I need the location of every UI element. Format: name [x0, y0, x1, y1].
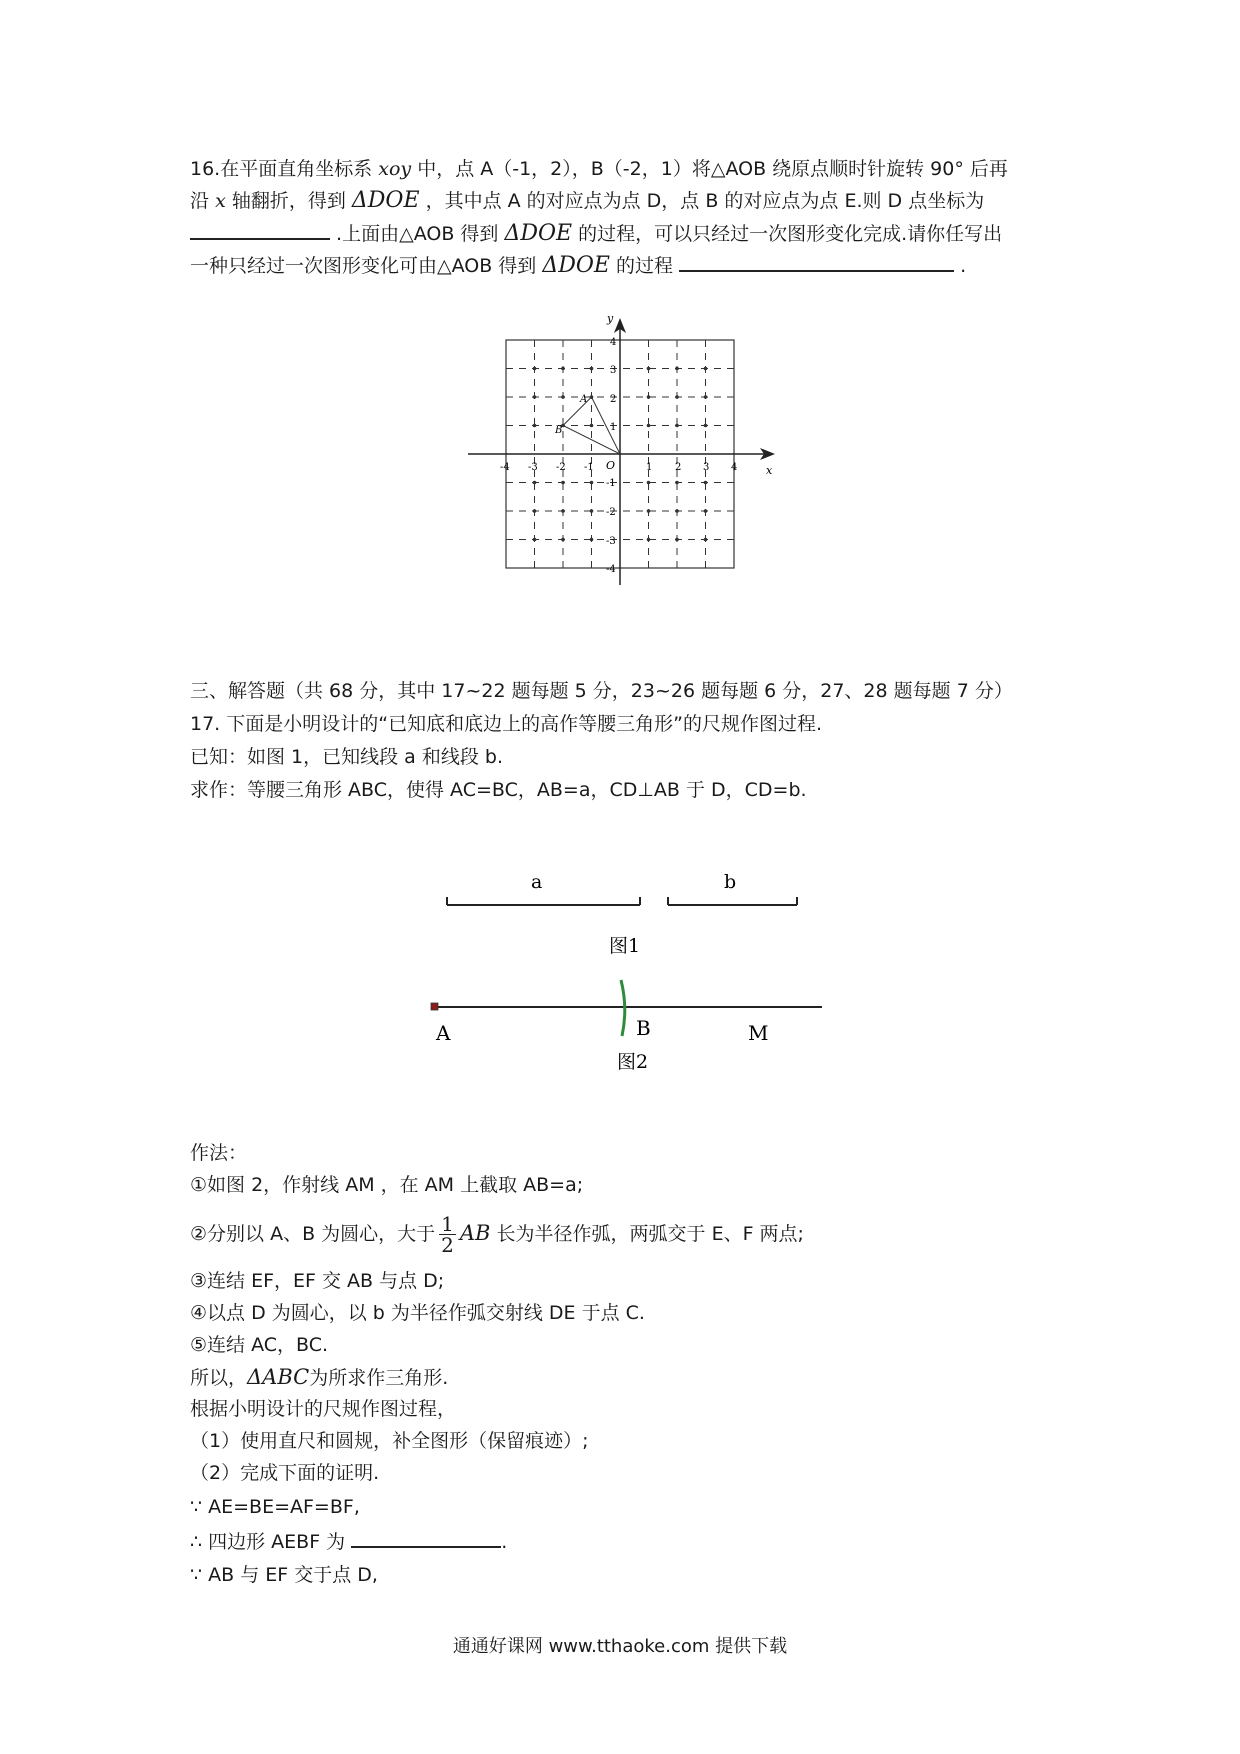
q17-given: 已知：如图 1，已知线段 a 和线段 b. [190, 746, 503, 768]
method-step-3: ③连结 EF，EF 交 AB 与点 D; [190, 1270, 445, 1292]
answer-blank-2[interactable] [679, 252, 954, 272]
q16-line-4: 一种只经过一次图形变化可由△AOB 得到 ΔDOE 的过程 . [190, 253, 967, 278]
point-b-label: B [555, 425, 563, 436]
var-x: x [215, 190, 226, 212]
point-m-label: M [748, 1021, 769, 1045]
section-3-heading: 三、解答题（共 68 分，其中 17~22 题每题 5 分，23~26 题每题 6 分，27、28 题每题 7 分） [190, 680, 1013, 702]
method-title: 作法： [190, 1142, 248, 1164]
ray-am [431, 1003, 822, 1010]
x-tick-label: 1 [646, 462, 653, 473]
x-tick-label: 2 [675, 462, 682, 473]
method-step-4: ④以点 D 为圆心，以 b 为半径作弧交射线 DE 于点 C. [190, 1302, 645, 1324]
method-step-2: ②分别以 A、B 为圆心，大于 $\frac{1}{2}$ AB 长为半径作弧，两弧交于 E、F 两点; [190, 1212, 804, 1257]
y-tick-label: -2 [606, 507, 616, 518]
x-axis [468, 448, 775, 460]
page-footer: 通通好课网 www.tthaoke.com 提供下载 [452, 1636, 788, 1657]
point-a-label: A [436, 1021, 451, 1045]
segment-b [668, 897, 797, 905]
q16-line-3: .上面由△AOB 得到 ΔDOE 的过程，可以只经过一次图形变化完成.请你任写出 [190, 220, 1002, 247]
answer-blank-3[interactable] [351, 1528, 501, 1548]
x-tick-label: -3 [528, 462, 538, 473]
task-1: （1）使用直尺和圆规，补全图形（保留痕迹）; [190, 1430, 589, 1452]
x-tick-label: -4 [500, 462, 510, 473]
segment-a-label: a [531, 871, 543, 893]
method-step-1: ①如图 2，作射线 AM ，在 AM 上截取 AB=a; [190, 1174, 584, 1196]
x-tick-labels [500, 462, 737, 473]
var-xoy: xoy [378, 158, 412, 180]
answer-blank-1[interactable] [190, 220, 330, 240]
y-tick-label: -3 [606, 536, 616, 547]
x-tick-label: 3 [703, 462, 710, 473]
method-step-5: ⑤连结 AC，BC. [190, 1334, 329, 1356]
y-tick-label: 1 [610, 422, 617, 433]
y-axis-label: y [607, 312, 614, 325]
point-a-label: A [580, 394, 588, 405]
tasks-intro: 根据小明设计的尺规作图过程， [190, 1398, 457, 1420]
construction-figures [420, 860, 840, 1080]
x-axis-label: x [766, 464, 773, 477]
triangle-doe: ΔDOE [504, 221, 573, 246]
point-b-label: B [636, 1016, 651, 1040]
proof-line-2: ∴ 四边形 AEBF 为 . [190, 1528, 507, 1555]
segment-b-label: b [724, 871, 737, 893]
y-tick-label: -1 [606, 478, 616, 489]
task-2: （2）完成下面的证明. [190, 1462, 380, 1484]
q17-title: 17. 下面是小明设计的“已知底和底边上的高作等腰三角形”的尺规作图过程. [190, 713, 822, 735]
segment-a [447, 897, 640, 905]
q16-line-2: 沿 x 轴翻折，得到 ΔDOE ，其中点 A 的对应点为点 D，点 B 的对应点为点 E.则 D 点坐标为 [190, 188, 985, 213]
proof-line-3: ∵ AB 与 EF 交于点 D, [190, 1564, 378, 1586]
triangle-abc: ΔABC [247, 1365, 310, 1389]
triangle-doe: ΔDOE [351, 188, 420, 213]
y-tick-label: 2 [610, 394, 617, 405]
figure-2-caption: 图2 [617, 1051, 649, 1073]
x-tick-label: -1 [584, 462, 594, 473]
coordinate-grid-figure [460, 305, 790, 595]
x-tick-label: 4 [731, 462, 738, 473]
figure-1-caption: 图1 [609, 935, 641, 957]
fraction-one-half: $\frac{1}{2}$ [441, 1212, 454, 1257]
origin-label: O [606, 459, 616, 472]
proof-line-1: ∵ AE=BE=AF=BF, [190, 1496, 360, 1518]
x-tick-label: -2 [556, 462, 566, 473]
y-tick-label: -4 [606, 564, 616, 575]
y-tick-labels [606, 337, 616, 575]
triangle-doe: ΔDOE [542, 253, 610, 278]
y-tick-label: 3 [610, 365, 617, 376]
y-tick-label: 4 [610, 337, 617, 348]
q17-find: 求作：等腰三角形 ABC，使得 AC=BC，AB=a，CD⊥AB 于 D，CD=b. [190, 779, 807, 801]
method-result: 所以，ΔABC为所求作三角形. [190, 1365, 449, 1389]
q16-line-1: 16.在平面直角坐标系 xoy 中，点 A（-1，2），B（-2，1）将△AOB 绕原点顺时针旋转 90° 后再 [190, 158, 1008, 180]
